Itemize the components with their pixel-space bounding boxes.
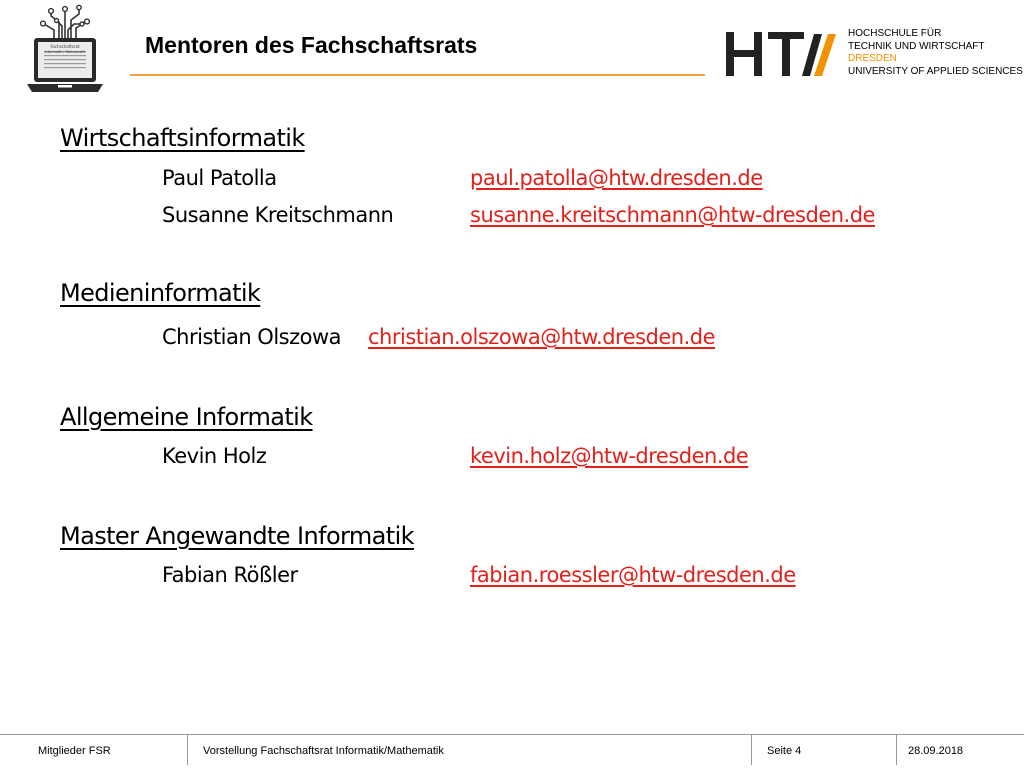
fsr-logo-line-1: Fachschaftsrat (50, 44, 80, 49)
mentor-name: Christian Olszowa (162, 325, 342, 349)
footer-divider (896, 735, 897, 765)
footer-divider (751, 735, 752, 765)
mentor-name: Susanne Kreitschmann (162, 203, 394, 227)
htw-line-3: DRESDEN (848, 53, 897, 64)
footer-date: 28.09.2018 (908, 745, 964, 757)
htw-line-4: UNIVERSITY OF APPLIED SCIENCES (848, 65, 1023, 77)
footer-page-number: Seite 4 (767, 745, 802, 757)
htw-logo-mark (724, 30, 840, 80)
mentor-name: Kevin Holz (162, 444, 267, 468)
mentor-row (162, 563, 298, 587)
section-heading-wirtschaftsinformatik: Wirtschaftsinformatik (60, 124, 305, 152)
section-heading-allgemeine-informatik: Allgemeine Informatik (60, 403, 313, 431)
mentor-row (162, 203, 393, 227)
mentor-row (162, 325, 341, 349)
title-divider (130, 74, 705, 76)
footer-section: Mitglieder FSR (38, 745, 111, 757)
footer (0, 734, 1024, 769)
mentor-email-link[interactable]: fabian.roessler@htw-dresden.de (470, 563, 796, 587)
mentor-email-link[interactable]: kevin.holz@htw-dresden.de (470, 444, 749, 468)
mentor-row (162, 166, 277, 190)
fachschaftsrat-logo (24, 4, 106, 96)
mentor-name: Fabian Rößler (162, 563, 298, 587)
fsr-logo-line-2: Informatik / Mathematik (44, 50, 86, 54)
page-title: Mentoren des Fachschaftsrats (145, 32, 478, 58)
mentor-email-link[interactable]: christian.olszowa@htw.dresden.de (368, 325, 716, 349)
htw-line-1: HOCHSCHULE FÜR (848, 28, 942, 39)
footer-presentation-title: Vorstellung Fachschaftsrat Informatik/Mathematik (203, 745, 444, 757)
mentor-email-link[interactable]: susanne.kreitschmann@htw-dresden.de (470, 203, 875, 227)
footer-divider (187, 735, 188, 765)
mentor-row (162, 444, 266, 468)
mentor-email-link[interactable]: paul.patolla@htw.dresden.de (470, 166, 763, 190)
htw-logo-text (848, 28, 1023, 78)
htw-line-2: TECHNIK UND WIRTSCHAFT (848, 40, 985, 52)
section-heading-master-angewandte-informatik: Master Angewandte Informatik (60, 522, 414, 550)
section-heading-medieninformatik: Medieninformatik (60, 279, 261, 307)
mentor-name: Paul Patolla (162, 166, 277, 190)
